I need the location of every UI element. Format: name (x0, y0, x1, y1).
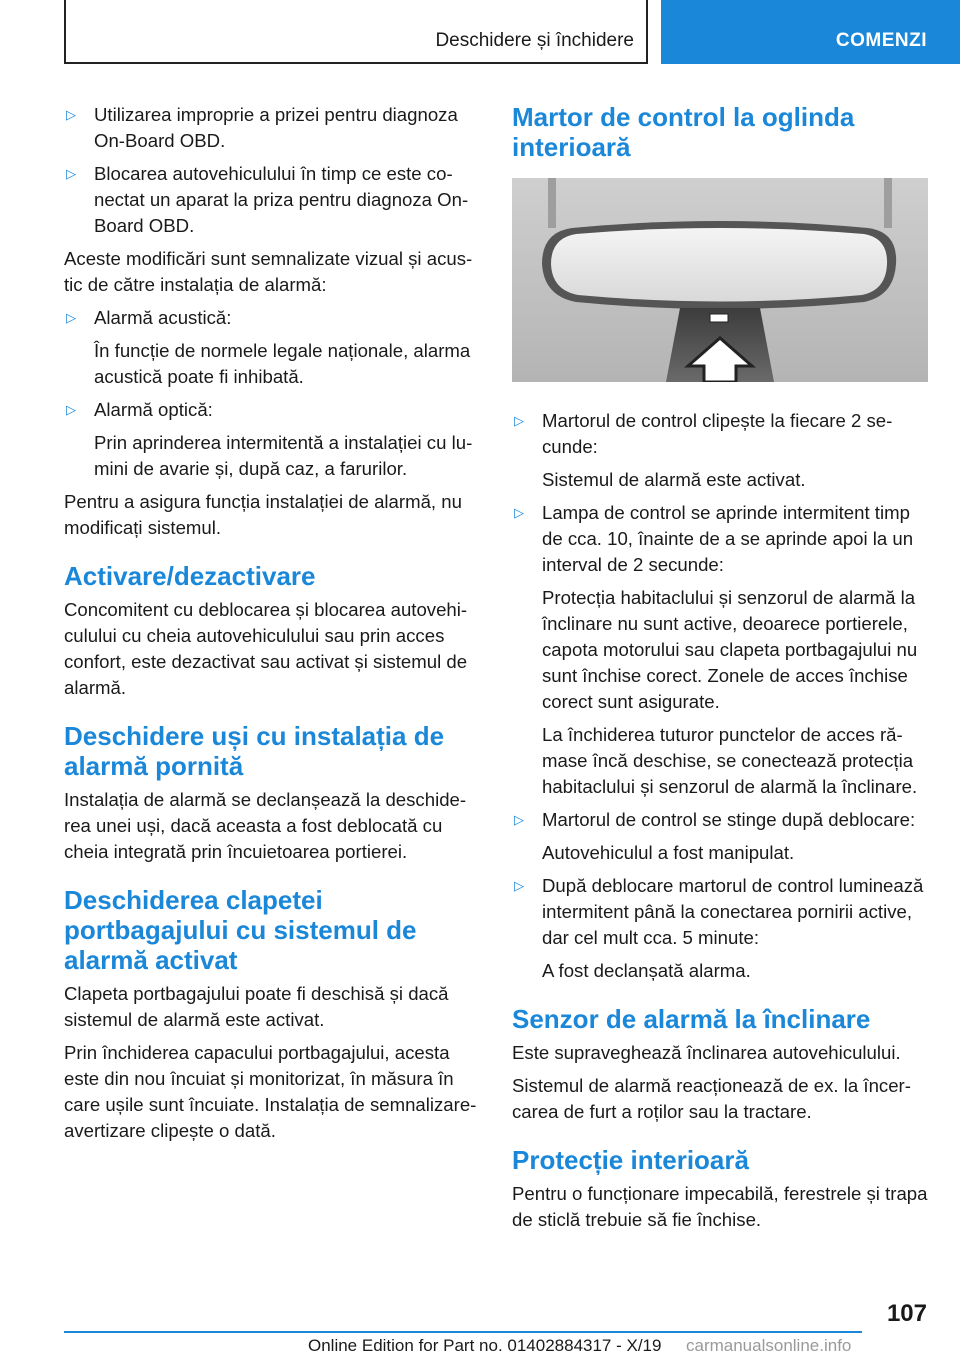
triangle-bullet-icon: ▷ (66, 402, 76, 417)
heading-indicator: Martor de control la oglinda interioară (512, 102, 855, 162)
paragraph: Aceste modificări sunt semnalizate vizual și acustic de către instalația de alarmă: (64, 248, 473, 295)
rearview-mirror-illustration (512, 178, 928, 382)
list-item: ▷ Utilizarea improprie a prizei pentru diagnoza On-Board OBD. (66, 104, 458, 151)
list-item: ▷ După deblocare martorul de control luminează intermitent până la conectarea pornirii active, dar cel mult cca. 5 minute: (514, 875, 924, 948)
paragraph: Clapeta portbagajului poate fi deschisă și dacă sistemul de alarmă este activat. (64, 983, 449, 1030)
list-item: ▷ Martorul de control se stinge după deblocare: (512, 807, 928, 833)
paragraph: Sistemul de alarmă reacționează de ex. la încercarea de furt a roților sau la tractare. (512, 1075, 911, 1122)
chapter-title: COMENZI (835, 30, 927, 51)
triangle-bullet-icon: ▷ (514, 505, 524, 520)
left-column (64, 102, 478, 1151)
triangle-bullet-icon: ▷ (66, 107, 76, 122)
list-item-detail: În funcție de normele legale naționale, alarma acustică poate fi inhibată. (94, 340, 471, 387)
list-item-detail: Sistemul de alarmă este activat. (542, 469, 806, 490)
section-title: Deschidere și închidere (435, 30, 634, 51)
footer-divider (64, 1331, 862, 1333)
triangle-bullet-icon: ▷ (514, 878, 524, 893)
list-item: ▷ Blocarea autovehiculului în timp ce este conectat un aparat la priza pentru diagnoza On-Board OBD. (66, 163, 469, 236)
header-chapter-tab (661, 0, 960, 64)
triangle-bullet-icon: ▷ (66, 310, 76, 325)
list-item-detail: Autovehiculul a fost manipulat. (542, 842, 795, 863)
list-item: ▷ Alarmă optică: (64, 397, 478, 423)
paragraph: Este supraveghează înclinarea autovehiculului. (512, 1042, 901, 1063)
edition-note: Online Edition for Part no. 01402884317 - X/19 (308, 1336, 662, 1355)
paragraph: Prin închiderea capacului portbagajului, acesta este din nou încuiat și monitorizat, în măsura în care ușile sunt încuiate. Instalația de semnalizare-avertizare clipește o dată. (64, 1042, 477, 1141)
watermark-text: carmanualsonline.info (686, 1336, 852, 1355)
list-item-detail: La închiderea tuturor punctelor de acces rămase încă deschise, se conectează protecția habitaclului și senzorul de alarmă la înclinare. (542, 724, 918, 797)
paragraph: Pentru a asigura funcția instalației de alarmă, nu modificați sistemul. (64, 491, 462, 538)
paragraph: Concomitent cu deblocarea și blocarea autovehiculului cu cheia autovehiculului sau prin acces confort, este dezactivat sau activat și sistemul de alarmă. (64, 599, 468, 698)
right-column (512, 102, 928, 1240)
paragraph: Instalația de alarmă se declanșează la deschiderea unei uși, dacă aceasta a fost deblocată cu cheia integrată prin încuietoarea portierei. (64, 789, 467, 862)
triangle-bullet-icon: ▷ (66, 166, 76, 181)
heading-activation: Activare/dezactivare (64, 561, 316, 591)
heading-trunk: Deschiderea clapetei portbagajului cu sistemul de alarmă activat (64, 885, 417, 975)
list-item-detail: A fost declanșată alarma. (542, 960, 751, 981)
list-item: ▷ Martorul de control clipește la fiecare 2 secunde: (514, 410, 893, 457)
header-section-box (64, 0, 648, 64)
heading-tilt-sensor: Senzor de alarmă la înclinare (512, 1004, 871, 1034)
heading-doors: Deschidere uși cu instalația de alarmă pornită (64, 721, 445, 781)
list-item-detail: Protecția habitaclului și senzorul de alarmă la înclinare nu sunt active, deoarece portierele, capota motorului sau clapeta portbagajului nu sunt închise corect. Zonele de acces închise corect sunt asigurate. (542, 587, 918, 712)
triangle-bullet-icon: ▷ (514, 413, 524, 428)
list-item: ▷ Lampa de control se aprinde intermitent timp de cca. 10, înainte de a se aprinde apoi la un interval de 2 secunde: (514, 502, 914, 575)
page-number: 107 (886, 1300, 927, 1327)
list-item: ▷ Alarmă acustică: (64, 305, 478, 331)
paragraph: Pentru o funcționare impecabilă, ferestrele și trapa de sticlă trebuie să fie închise. (512, 1183, 928, 1230)
heading-interior-protection: Protecție interioară (512, 1145, 749, 1175)
triangle-bullet-icon: ▷ (514, 812, 524, 827)
list-item-detail: Prin aprinderea intermitentă a instalației cu lumini de avarie și, după caz, a farurilor. (94, 432, 473, 479)
